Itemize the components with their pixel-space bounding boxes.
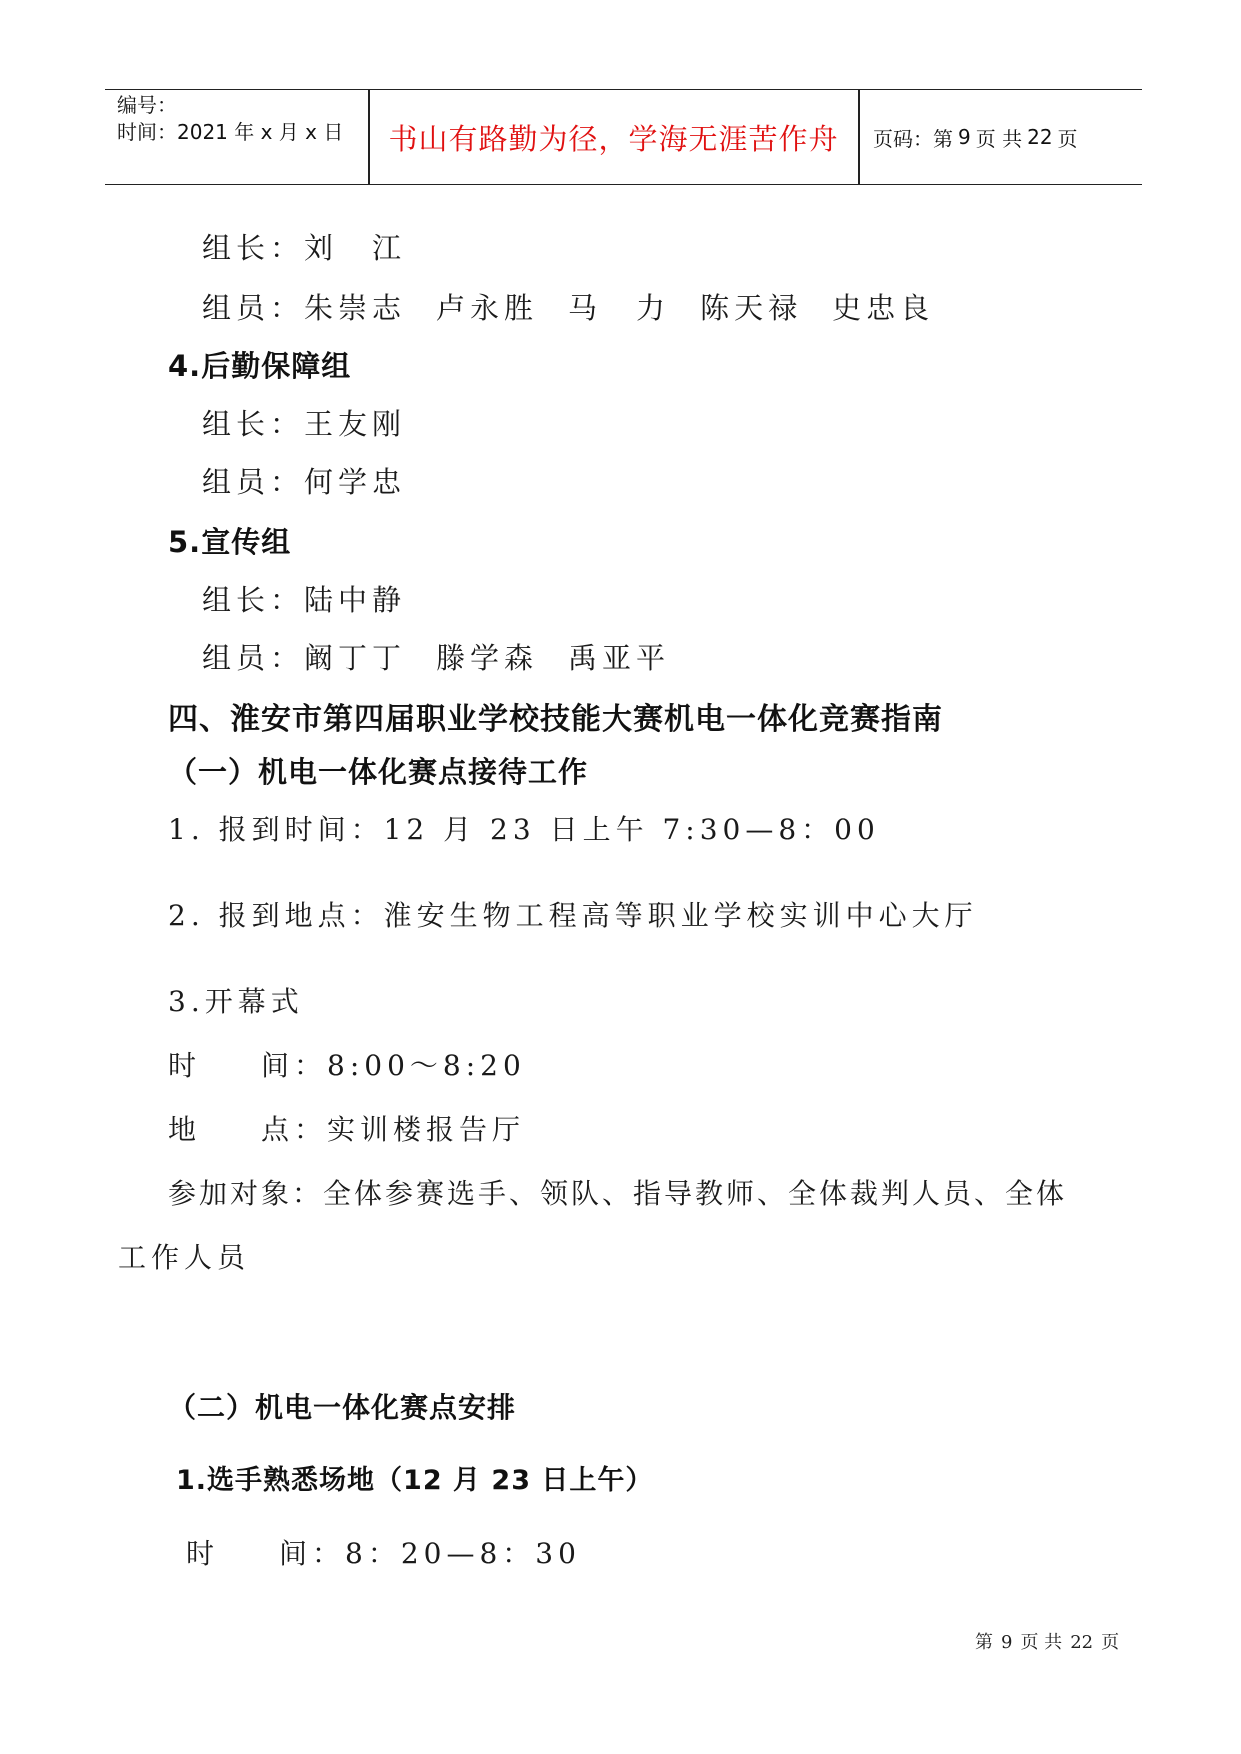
- group5-leader: 组长：陆中静: [202, 583, 407, 617]
- member-name: 马 力: [568, 291, 671, 325]
- page-total: 22: [1027, 125, 1053, 149]
- section-4-title: 四、淮安市第四届职业学校技能大赛机电一体化竞赛指南: [168, 702, 943, 737]
- subsection-2-title: （二）机电一体化赛点安排: [168, 1391, 517, 1424]
- member-name: 陈天禄: [700, 291, 803, 325]
- member-name: 禹亚平: [568, 641, 671, 675]
- item-arrival-time: 1. 报到时间：12 月 23 日上午 7:30—8：00: [168, 813, 880, 846]
- page-mid: 页 共: [975, 126, 1023, 151]
- member-name: 阚丁丁: [304, 641, 407, 675]
- members-label: 组员：: [202, 291, 305, 325]
- familiarization-time: [186, 1532, 581, 1572]
- footer-mid: 页 共: [1020, 1632, 1063, 1653]
- group5-title: 5.宣传组: [168, 525, 292, 559]
- header-page-indicator: [873, 90, 1078, 184]
- ceremony-time: [168, 1044, 526, 1084]
- document-number-label: 编号：: [117, 93, 177, 117]
- group4-members: 组员：何学忠: [202, 465, 407, 499]
- page-header: [105, 89, 1142, 185]
- place-value: 点：实训楼报告厅: [261, 1113, 526, 1146]
- member-name: 史忠良: [832, 291, 935, 325]
- group3-leader: 组长：刘 江: [202, 231, 407, 265]
- place-label: 地: [168, 1113, 202, 1146]
- footer-prefix: 第: [975, 1632, 993, 1653]
- header-meta: [117, 92, 362, 146]
- time-value: 间：8:00～8:20: [261, 1049, 526, 1082]
- group4-title: 4.后勤保障组: [168, 349, 352, 383]
- member-name: 朱崇志: [304, 291, 407, 325]
- footer-page-number: 9: [1001, 1632, 1013, 1653]
- subsection-2-item1: 1.选手熟悉场地（12 月 23 日上午）: [176, 1465, 654, 1496]
- subsection-1-title: （一）机电一体化赛点接待工作: [168, 755, 589, 789]
- group3-members: [202, 286, 934, 327]
- participants-line2: 工作人员: [118, 1241, 251, 1274]
- page-suffix: 页: [1057, 126, 1078, 151]
- header-divider: [858, 90, 860, 184]
- footer-suffix: 页: [1101, 1632, 1120, 1653]
- group4-leader: 组长：王友刚: [202, 407, 407, 441]
- participants-line1: 参加对象：全体参赛选手、领队、指导教师、全体裁判人员、全体: [168, 1177, 1068, 1210]
- item-opening-ceremony: 3.开幕式: [168, 985, 304, 1018]
- time-label: 时: [186, 1537, 220, 1570]
- item-arrival-place: 2. 报到地点：淮安生物工程高等职业学校实训中心大厅: [168, 899, 978, 932]
- time-value: 间：8：20—8：30: [279, 1537, 581, 1570]
- member-name: 卢永胜: [436, 291, 539, 325]
- time-label: 时: [168, 1049, 202, 1082]
- group5-members: [202, 636, 670, 677]
- members-label: 组员：: [202, 641, 305, 675]
- document-time: 时间：2021 年 x 月 x 日: [117, 120, 344, 144]
- member-name: 滕学森: [436, 641, 539, 675]
- page-prefix: 页码：第: [873, 126, 953, 151]
- header-motto: 书山有路勤为径，学海无涯苦作舟: [388, 121, 839, 156]
- page-footer: [975, 1628, 1127, 1654]
- ceremony-place: [168, 1108, 525, 1148]
- page-number: 9: [958, 125, 971, 149]
- footer-page-total: 22: [1070, 1632, 1094, 1653]
